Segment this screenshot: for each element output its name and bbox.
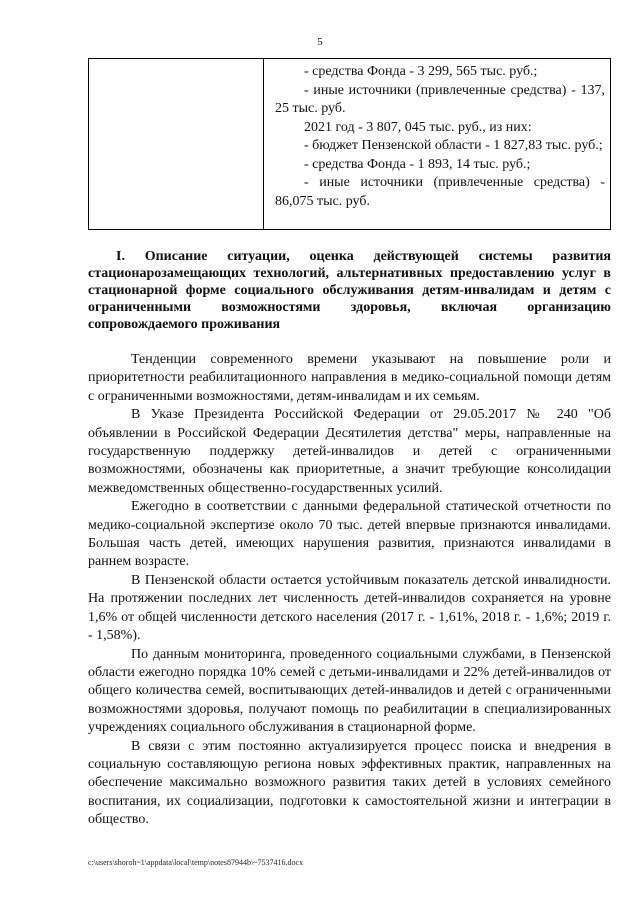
body-paragraph: Ежегодно в соответствии с данными федеральной статической отчетности по медико-социальной экспертизе около 70 тыс. детей впервые признаются инвалидами. Большая часть детей, имеющих нарушения развития, признаются инвалидами в раннем возрасте.	[88, 499, 611, 570]
funding-line: - средства Фонда - 1 893, 14 тыс. руб.;	[304, 156, 531, 172]
table-funding-cell	[275, 63, 605, 211]
funding-line: - бюджет Пензенской области - 1 827,83 тыс. руб.;	[304, 138, 603, 153]
file-path-footer: c:\users\shoroh~1\appdata\local\temp\notes87944b\~7537416.docx	[88, 858, 304, 867]
funding-line: - иные источники (привлеченные средства) - 137, 25 тыс. руб.	[275, 82, 605, 116]
body-paragraph: По данным мониторинга, проведенного социальными службами, в Пензенской области ежегодно порядка 10% семей с детьми-инвалидами и 22% детей-инвалидов от общего количества семей, воспитывающих детей-инвалидов и детей с ограниченными возможностями здоровья, получают помощь по реабилитации в специализированных учреждениях социального обслуживания в стационарной форме.	[88, 646, 611, 736]
body-paragraph: В Пензенской области остается устойчивым показатель детской инвалидности. На протяжении последних лет численность детей-инвалидов сохраняется на уровне 1,6% от общей численности детского населения (2017 г. - 1,61%, 2018 г. - 1,6%; 2019 г. - 1,58%).	[88, 572, 611, 644]
body-paragraph: Тенденции современного времени указывают на повышение роли и приоритетности реабилитационного направления в медико-социальной помощи детям с ограниченными возможностями, детям-инвалидам и их семьям.	[88, 352, 611, 404]
section-body	[88, 351, 611, 830]
table-column-divider	[263, 59, 264, 229]
funding-line: 2021 год - 3 807, 045 тыс. руб., из них:	[304, 119, 532, 135]
section-heading: I. Описание ситуации, оценка действующей системы развития стационарозамещающих технологий, альтернативных предоставлению услуг в стационарной форме социального обслуживания детям-инвалидам и детям с ограниченными возможностями здоровья, включая организацию сопровождаемого проживания	[88, 249, 611, 332]
body-paragraph: В Указе Президента Российской Федерации от 29.05.2017 № 240 "Об объявлении в Российской Федерации Десятилетия детства" меры, направленные на государственную поддержку детей-инвалидов и детей с ограниченными возможностями, обозначены как приоритетные, а значит требующие консолидации межведомственных общественно-государственных усилий.	[88, 407, 611, 496]
body-paragraph: В связи с этим постоянно актуализируется процесс поиска и внедрения в социальную составляющую региона новых эффективных практик, направленных на обеспечение максимально возможного развития таких детей в условиях семейного воспитания, их социализации, подготовки к самостоятельной жизни и интеграции в общество.	[88, 738, 611, 828]
continued-table	[88, 58, 611, 230]
funding-line: - иные источники (привлеченные средства) - 86,075 тыс. руб.	[275, 175, 605, 209]
funding-line: - средства Фонда - 3 299, 565 тыс. руб.;	[304, 64, 538, 79]
page-number: 5	[317, 36, 323, 48]
